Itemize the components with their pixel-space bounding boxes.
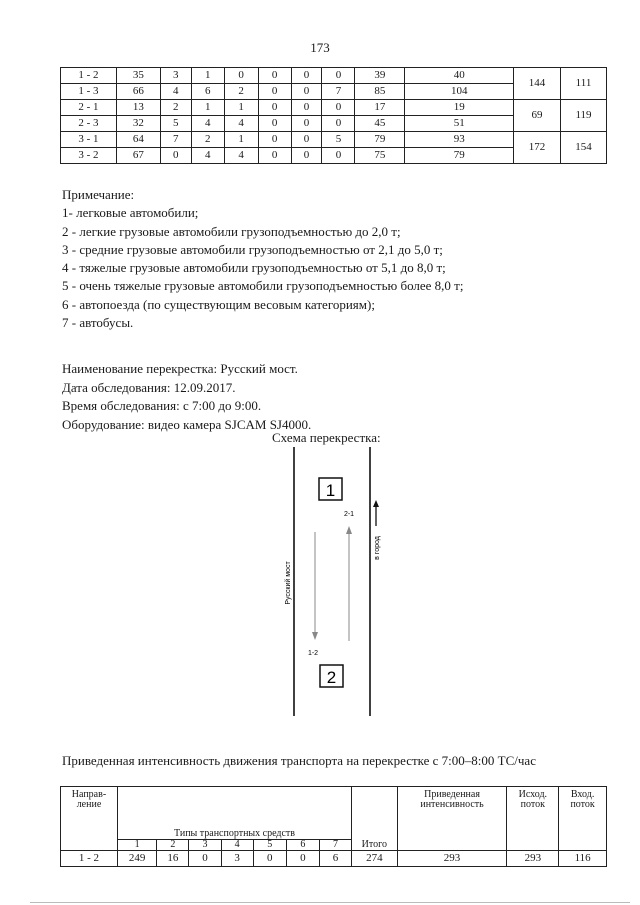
- table-row: [61, 68, 607, 84]
- table-cell: 1: [224, 132, 258, 148]
- table-cell: 0: [322, 116, 355, 132]
- group-out-flow: 172: [514, 132, 561, 164]
- table-cell: 45: [355, 116, 405, 132]
- notes-title: Примечание:: [62, 187, 135, 202]
- table-cell: 2: [191, 132, 224, 148]
- flow-label-2-1: 2-1: [343, 511, 355, 518]
- table-cell: 0: [291, 116, 322, 132]
- table-cell: 1 - 2: [61, 68, 117, 84]
- table-cell: 0: [291, 68, 322, 84]
- node-2-label: 2: [326, 668, 337, 687]
- table-cell: 0: [322, 68, 355, 84]
- table-cell: 7: [322, 84, 355, 100]
- scheme-title: Схема перекрестка:: [272, 430, 381, 445]
- note-item: 1- легковые автомобили;: [62, 205, 199, 221]
- table-cell: 67: [116, 148, 160, 164]
- table-cell: 0: [322, 148, 355, 164]
- node-2-box: [320, 665, 343, 687]
- table-cell: 249: [117, 851, 156, 867]
- note-item: 7 - автобусы.: [62, 315, 134, 331]
- table-cell: 75: [355, 148, 405, 164]
- table-cell: 3 - 2: [61, 148, 117, 164]
- table-cell: 116: [559, 851, 607, 867]
- table-cell: 0: [291, 148, 322, 164]
- note-item: 2 - легкие грузовые автомобили грузоподъемностью до 2,0 т;: [62, 223, 401, 239]
- table-row: [61, 851, 607, 867]
- table-cell: 6: [191, 84, 224, 100]
- notes: [62, 186, 463, 332]
- table-cell: 2: [160, 100, 191, 116]
- page-number: 173: [310, 40, 330, 55]
- table-cell: 0: [258, 116, 291, 132]
- header-in-flow: Вход. поток: [559, 787, 607, 851]
- table-cell: 104: [405, 84, 514, 100]
- type-number: 2: [157, 840, 189, 851]
- group-out-flow: 69: [514, 100, 561, 132]
- table-cell: 17: [355, 100, 405, 116]
- note-item: 4 - тяжелые грузовые автомобили грузоподъемностью от 5,1 до 8,0 т;: [62, 260, 446, 276]
- table-cell: 4: [224, 116, 258, 132]
- table-cell: 4: [191, 116, 224, 132]
- table-row: [61, 100, 607, 116]
- table-cell: 40: [405, 68, 514, 84]
- group-in-flow: 154: [561, 132, 607, 164]
- group-in-flow: 111: [561, 68, 607, 100]
- group-out-flow: 144: [514, 68, 561, 100]
- table-cell: 0: [291, 100, 322, 116]
- page-bottom-rule: [30, 902, 630, 903]
- table-row: [61, 132, 607, 148]
- node-1-box: [319, 478, 342, 500]
- table-cell: 4: [224, 148, 258, 164]
- intensity-title: Приведенная интенсивность движения транспорта на перекрестке с 7:00–8:00 ТС/час: [62, 753, 536, 768]
- table-cell: 0: [258, 100, 291, 116]
- table-cell: 16: [157, 851, 189, 867]
- table-cell: 79: [405, 148, 514, 164]
- header-reduced: Приведенная интенсивность: [397, 787, 507, 851]
- note-item: 6 - автопоезда (по существующим весовым категориям);: [62, 296, 375, 312]
- type-number: 6: [286, 840, 319, 851]
- table-cell: 13: [116, 100, 160, 116]
- table-cell: 66: [116, 84, 160, 100]
- group-in-flow: 119: [561, 100, 607, 132]
- table-cell: 0: [322, 100, 355, 116]
- table-cell: 0: [224, 68, 258, 84]
- table-cell: 93: [405, 132, 514, 148]
- table-cell: 6: [319, 851, 351, 867]
- street-label-left: Русский мост: [285, 561, 292, 605]
- street-label-right: в город: [374, 536, 381, 560]
- table-cell: 1: [191, 100, 224, 116]
- direction-arrow-icon: [373, 500, 379, 507]
- table-cell: 5: [322, 132, 355, 148]
- table-cell: 0: [253, 851, 286, 867]
- table-cell: 2 - 3: [61, 116, 117, 132]
- type-number: 3: [189, 840, 221, 851]
- type-number: 4: [221, 840, 253, 851]
- survey-time: Время обследования: с 7:00 до 9:00.: [62, 398, 262, 413]
- table-cell: 0: [258, 132, 291, 148]
- type-number: 1: [117, 840, 156, 851]
- node-1-label: 1: [325, 481, 336, 500]
- intensity-table: [60, 786, 607, 867]
- survey-info: [62, 360, 311, 434]
- table-cell: 293: [507, 851, 559, 867]
- header-direction: Направ-ление: [61, 787, 118, 851]
- flow-label-1-2: 1-2: [307, 650, 319, 657]
- table-cell: 3 - 1: [61, 132, 117, 148]
- table-cell: 0: [258, 148, 291, 164]
- type-number: 7: [319, 840, 351, 851]
- table-cell: 35: [116, 68, 160, 84]
- table-cell: 2 - 1: [61, 100, 117, 116]
- table-cell: 79: [355, 132, 405, 148]
- note-item: 5 - очень тяжелые грузовые автомобили грузоподъемностью более 8,0 т;: [62, 278, 464, 294]
- table-cell: 64: [116, 132, 160, 148]
- table-cell: 0: [189, 851, 221, 867]
- survey-equipment: Оборудование: видео камера SJCAM SJ4000.: [62, 416, 312, 432]
- survey-results-table: [60, 67, 607, 164]
- table-cell: 4: [160, 84, 191, 100]
- header-types: Типы транспортных средств: [117, 827, 351, 840]
- table-cell: 85: [355, 84, 405, 100]
- table-cell: 3: [221, 851, 253, 867]
- arrow-down-icon: [312, 632, 318, 640]
- table-cell: 0: [291, 84, 322, 100]
- table-cell: 1: [224, 100, 258, 116]
- table-cell: 3: [160, 68, 191, 84]
- arrow-up-icon: [346, 526, 352, 534]
- table-cell: 2: [224, 84, 258, 100]
- type-number: 5: [253, 840, 286, 851]
- table-cell: 0: [160, 148, 191, 164]
- header-out-flow: Исход. поток: [507, 787, 559, 851]
- header-total: Итого: [352, 840, 398, 851]
- table-cell: 39: [355, 68, 405, 84]
- table-cell: 274: [352, 851, 398, 867]
- table-cell: 293: [397, 851, 507, 867]
- table-cell: 0: [286, 851, 319, 867]
- table-cell: 19: [405, 100, 514, 116]
- table-cell: 4: [191, 148, 224, 164]
- table-cell: 0: [258, 68, 291, 84]
- intersection-name: Наименование перекрестка: Русский мост.: [62, 361, 298, 376]
- table-cell: 32: [116, 116, 160, 132]
- table-cell: 5: [160, 116, 191, 132]
- table-cell: 0: [258, 84, 291, 100]
- table-cell: 1 - 3: [61, 84, 117, 100]
- table-cell: 1: [191, 68, 224, 84]
- table-cell: 0: [291, 132, 322, 148]
- survey-date: Дата обследования: 12.09.2017.: [62, 379, 236, 395]
- note-item: 3 - средние грузовые автомобили грузоподъемностью от 2,1 до 5,0 т;: [62, 241, 443, 257]
- table-cell: 51: [405, 116, 514, 132]
- table-cell: 7: [160, 132, 191, 148]
- table-cell: 1 - 2: [61, 851, 118, 867]
